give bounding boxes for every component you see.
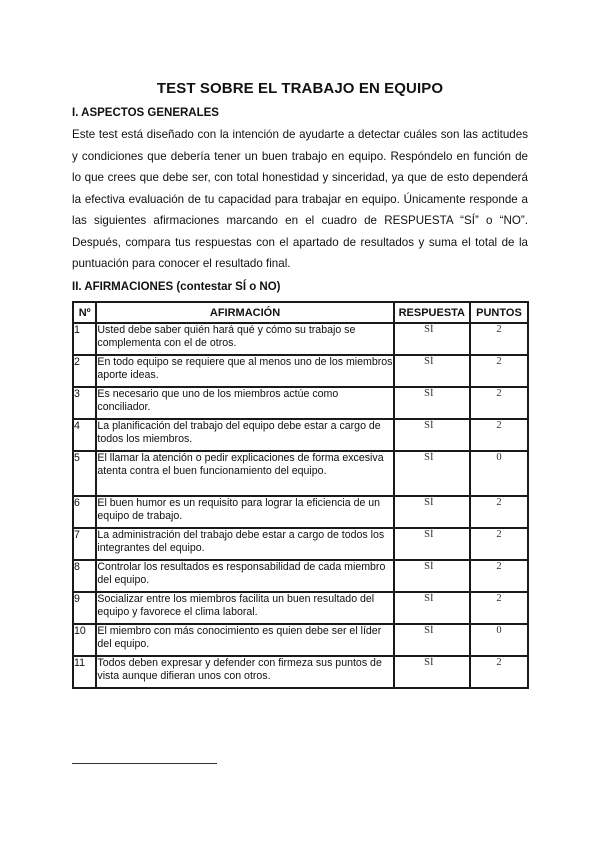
row-respuesta[interactable] bbox=[394, 323, 470, 355]
row-num: 3 bbox=[73, 387, 96, 419]
row-afirmacion: Es necesario que uno de los miembros actúe como conciliador. bbox=[96, 387, 393, 419]
row-respuesta[interactable] bbox=[394, 451, 470, 496]
table-row bbox=[73, 560, 528, 592]
table-row bbox=[73, 496, 528, 528]
row-num: 1 bbox=[73, 323, 96, 355]
respuesta-value: SÍ bbox=[424, 356, 434, 367]
header-respuesta: RESPUESTA bbox=[394, 302, 470, 323]
respuesta-value: SÍ bbox=[424, 324, 434, 335]
table-row bbox=[73, 355, 528, 387]
row-num: 6 bbox=[73, 496, 96, 528]
row-afirmacion: Socializar entre los miembros facilita un buen resultado del equipo y favorece el clima laboral. bbox=[96, 592, 393, 624]
row-puntos: 2 bbox=[470, 419, 528, 451]
section-heading-aspectos-generales: I. ASPECTOS GENERALES bbox=[72, 107, 219, 119]
row-num: 7 bbox=[73, 528, 96, 560]
row-num: 5 bbox=[73, 451, 96, 496]
row-afirmacion: En todo equipo se requiere que al menos uno de los miembros aporte ideas. bbox=[96, 355, 393, 387]
row-respuesta[interactable] bbox=[394, 656, 470, 688]
row-puntos: 2 bbox=[470, 323, 528, 355]
row-afirmacion: El buen humor es un requisito para lograr la eficiencia de un equipo de trabajo. bbox=[96, 496, 393, 528]
row-num: 10 bbox=[73, 624, 96, 656]
row-respuesta[interactable] bbox=[394, 560, 470, 592]
row-afirmacion: Controlar los resultados es responsabilidad de cada miembro del equipo. bbox=[96, 560, 393, 592]
intro-paragraph: Este test está diseñado con la intención de ayudarte a detectar cuáles son las actitudes y condiciones que debería tener un buen trabajo en equipo. Respóndelo en función de lo que crees que debe ser, con total honestidad y sinceridad, ya que de esto dependerá la efectiva evaluación de tu capacidad para trabajar en equipo. Únicamente responde a las siguientes afirmaciones marcando en el cuadro de RESPUESTA “SÍ” o “NO”. Después, compara tus respuestas con el apartado de resultados y suma el total de la puntuación para conocer el resultado final. bbox=[72, 128, 528, 270]
row-afirmacion: Todos deben expresar y defender con firmeza sus puntos de vista aunque difieran unos con otros. bbox=[96, 656, 393, 688]
row-respuesta[interactable] bbox=[394, 419, 470, 451]
row-puntos: 0 bbox=[470, 451, 528, 496]
row-puntos: 2 bbox=[470, 496, 528, 528]
row-afirmacion: El miembro con más conocimiento es quien debe ser el líder del equipo. bbox=[96, 624, 393, 656]
respuesta-value: SÍ bbox=[424, 420, 434, 431]
respuesta-value: SÍ bbox=[424, 388, 434, 399]
table-header-row bbox=[73, 302, 528, 323]
table-row bbox=[73, 528, 528, 560]
row-num: 2 bbox=[73, 355, 96, 387]
row-afirmacion: La administración del trabajo debe estar a cargo de todos los integrantes del equipo. bbox=[96, 528, 393, 560]
row-puntos: 0 bbox=[470, 624, 528, 656]
table-row bbox=[73, 419, 528, 451]
table-row bbox=[73, 624, 528, 656]
header-num: Nº bbox=[73, 302, 96, 323]
row-num: 8 bbox=[73, 560, 96, 592]
respuesta-value: SÍ bbox=[424, 561, 434, 572]
row-respuesta[interactable] bbox=[394, 355, 470, 387]
respuesta-value: SÍ bbox=[424, 657, 434, 668]
table-row bbox=[73, 323, 528, 355]
table-row bbox=[73, 592, 528, 624]
row-respuesta[interactable] bbox=[394, 387, 470, 419]
table-row bbox=[73, 387, 528, 419]
row-respuesta[interactable] bbox=[394, 496, 470, 528]
document-title: TEST SOBRE EL TRABAJO EN EQUIPO bbox=[156, 80, 444, 97]
row-puntos: 2 bbox=[470, 592, 528, 624]
row-afirmacion: El llamar la atención o pedir explicaciones de forma excesiva atenta contra el buen funcionamiento del equipo. bbox=[96, 451, 393, 496]
footnote-separator bbox=[72, 763, 217, 764]
row-puntos: 2 bbox=[470, 355, 528, 387]
header-afirmacion: AFIRMACIÓN bbox=[96, 302, 393, 323]
row-puntos: 2 bbox=[470, 560, 528, 592]
respuesta-value: SÍ bbox=[424, 529, 434, 540]
row-puntos: 2 bbox=[470, 656, 528, 688]
respuesta-value: SÍ bbox=[424, 625, 434, 636]
row-num: 11 bbox=[73, 656, 96, 688]
row-respuesta[interactable] bbox=[394, 592, 470, 624]
afirmaciones-table bbox=[72, 301, 529, 689]
table-row bbox=[73, 656, 528, 688]
respuesta-value: SÍ bbox=[424, 452, 434, 463]
row-puntos: 2 bbox=[470, 387, 528, 419]
row-afirmacion: Usted debe saber quién hará qué y cómo su trabajo se complementa con el de otros. bbox=[96, 323, 393, 355]
respuesta-value: SÍ bbox=[424, 497, 434, 508]
row-num: 4 bbox=[73, 419, 96, 451]
table-row bbox=[73, 451, 528, 496]
row-num: 9 bbox=[73, 592, 96, 624]
respuesta-value: SÍ bbox=[424, 593, 434, 604]
row-afirmacion: La planificación del trabajo del equipo debe estar a cargo de todos los miembros. bbox=[96, 419, 393, 451]
row-respuesta[interactable] bbox=[394, 528, 470, 560]
row-puntos: 2 bbox=[470, 528, 528, 560]
row-respuesta[interactable] bbox=[394, 624, 470, 656]
section-heading-afirmaciones: II. AFIRMACIONES (contestar SÍ o NO) bbox=[72, 281, 281, 293]
header-puntos: PUNTOS bbox=[470, 302, 528, 323]
